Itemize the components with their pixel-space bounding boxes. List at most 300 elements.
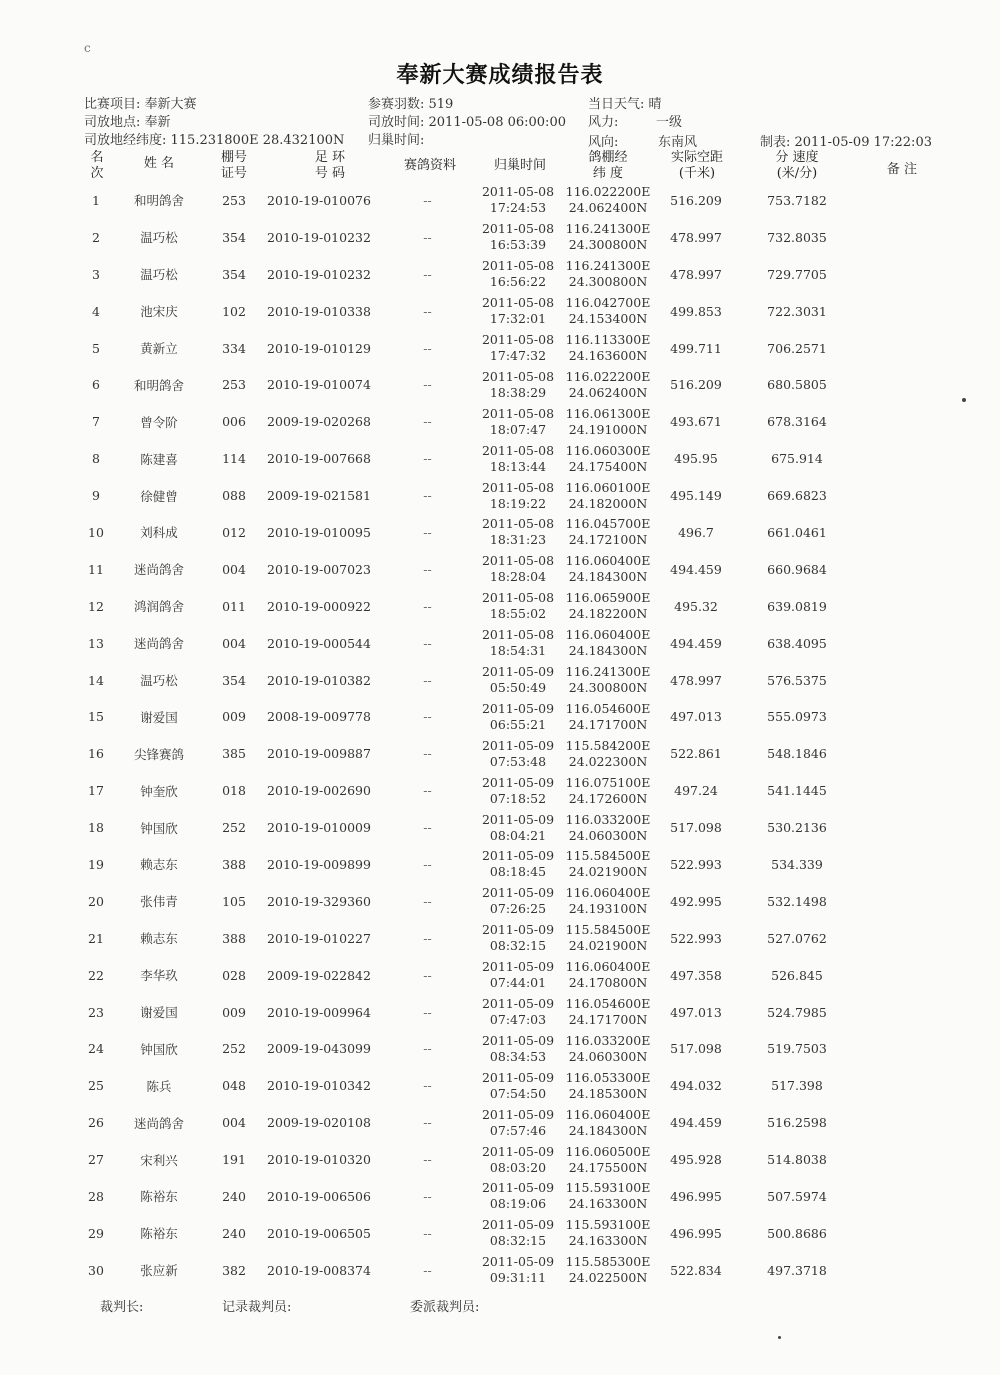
header-name: 姓 名: [143, 156, 175, 171]
coord-cell-lon: 116.060400E: [565, 959, 651, 975]
pigeon-data-cell: --: [423, 229, 432, 245]
return-time-cell-date: 2011-05-08: [481, 405, 555, 421]
coord-cell-lat: 24.193100N: [568, 901, 648, 917]
speed-cell: 514.8038: [767, 1152, 827, 1168]
ring-cell: 2010-19-000544: [267, 635, 371, 651]
coord-cell-lon: 116.060400E: [565, 553, 651, 569]
weather: 当日天气: 晴: [588, 97, 662, 112]
loft-cell: 240: [222, 1188, 246, 1204]
pigeon-data-cell: --: [423, 266, 432, 282]
return-time-cell-time: 07:57:46: [489, 1122, 547, 1138]
chief-judge-label: 裁判长:: [100, 1300, 144, 1315]
coord-cell-lat: 24.163300N: [568, 1233, 648, 1249]
distance-cell: 516.209: [670, 377, 722, 393]
return-time-cell-time: 08:34:53: [489, 1048, 547, 1064]
name-cell: 尖锋赛鸽: [133, 746, 184, 762]
distance-cell: 516.209: [670, 192, 722, 208]
pigeon-data-cell: --: [423, 561, 432, 577]
loft-cell: 006: [222, 414, 246, 430]
coord-cell: [562, 1141, 654, 1178]
rank-cell: 2: [92, 229, 100, 245]
coord-cell-lon: 115.584500E: [565, 848, 651, 864]
return-time-cell: [468, 1104, 568, 1141]
return-time-cell-date: 2011-05-08: [481, 516, 555, 532]
return-time-cell-time: 16:53:39: [489, 237, 547, 253]
distance-cell: 522.993: [670, 930, 722, 946]
results-table: [0, 182, 1000, 1289]
rank-cell: 28: [88, 1188, 104, 1204]
return-time-cell: [468, 1215, 568, 1252]
speed-cell: 722.3031: [767, 303, 827, 319]
table-row: [0, 625, 1000, 662]
return-time-cell-date: 2011-05-09: [481, 922, 555, 938]
speed-cell: 680.5805: [767, 377, 827, 393]
return-time-cell-time: 18:55:02: [489, 606, 547, 622]
ring-cell: 2008-19-009778: [267, 709, 371, 725]
speed-cell: 530.2136: [767, 820, 827, 836]
coord-cell-lon: 115.584500E: [565, 922, 651, 938]
speed-cell: 678.3164: [767, 414, 827, 430]
table-row: [0, 1178, 1000, 1215]
pigeon-data-cell: --: [423, 746, 432, 762]
ring-cell: 2010-19-007668: [267, 451, 371, 467]
loft-cell: 102: [222, 303, 246, 319]
name-cell: 曾令阶: [140, 414, 178, 430]
distance-cell: 517.098: [670, 1041, 722, 1057]
table-row: [0, 588, 1000, 625]
ring-cell: 2010-19-010009: [267, 820, 371, 836]
made-time: 制表: 2011-05-09 17:22:03: [760, 135, 932, 150]
pigeon-data-cell: --: [423, 893, 432, 909]
coord-cell: [562, 735, 654, 772]
rank-cell: 30: [88, 1262, 104, 1278]
coord-cell-lon: 116.054600E: [565, 700, 651, 716]
rank-cell: 12: [88, 598, 104, 614]
speed-cell: 660.9684: [767, 561, 827, 577]
return-time-cell-time: 18:19:22: [489, 495, 547, 511]
loft-cell: 334: [222, 340, 246, 356]
return-time-cell-time: 07:54:50: [489, 1085, 547, 1101]
coord-cell-lat: 24.170800N: [568, 975, 648, 991]
return-time-cell-time: 07:53:48: [489, 753, 547, 769]
corner-mark: c: [84, 41, 91, 55]
coord-cell-lon: 116.113300E: [565, 332, 651, 347]
speed-cell: 661.0461: [767, 524, 827, 540]
return-time-cell-time: 08:32:15: [489, 938, 547, 954]
coord-cell-lon: 116.060400E: [565, 627, 651, 643]
distance-cell: 478.997: [670, 672, 722, 688]
coord-cell: [562, 588, 654, 625]
rank-cell: 4: [92, 303, 100, 319]
ring-cell: 2010-19-010074: [267, 377, 371, 393]
return-time-cell: [468, 1141, 568, 1178]
return-time-cell-date: 2011-05-09: [481, 996, 555, 1012]
ring-cell: 2010-19-002690: [267, 783, 371, 799]
return-time-cell-date: 2011-05-08: [481, 184, 555, 200]
loft-cell: 009: [222, 1004, 246, 1020]
return-time-cell-date: 2011-05-08: [481, 368, 555, 384]
name-cell: 池宋庆: [140, 304, 178, 320]
coord-cell-lat: 24.022300N: [568, 753, 648, 769]
name-cell: 赖志东: [140, 931, 178, 947]
header-ring: 足 环 号 码: [314, 150, 346, 181]
return-time-cell: [468, 403, 568, 440]
coord-cell: [562, 772, 654, 809]
return-time-cell-time: 16:56:22: [489, 274, 547, 290]
name-cell: 迷尚鸽舍: [133, 1115, 184, 1131]
pigeon-data-cell: --: [423, 414, 432, 430]
entry-count: 参赛羽数: 519: [368, 97, 454, 112]
ring-cell: 2010-19-329360: [267, 893, 371, 909]
table-row: [0, 256, 1000, 293]
ring-cell: 2009-19-022842: [267, 967, 371, 983]
rank-cell: 9: [92, 488, 100, 504]
rank-cell: 14: [88, 672, 104, 688]
speed-cell: 548.1846: [767, 746, 827, 762]
table-row: [0, 883, 1000, 920]
return-time-cell: [468, 219, 568, 256]
return-time-cell: [468, 588, 568, 625]
return-time-cell-date: 2011-05-09: [481, 1106, 555, 1122]
return-time-cell: [468, 662, 568, 699]
distance-cell: 517.098: [670, 820, 722, 836]
coord-cell: [562, 182, 654, 219]
speed-cell: 519.7503: [767, 1041, 827, 1057]
return-time-cell: [468, 883, 568, 920]
coord-cell-lon: 115.593100E: [565, 1180, 651, 1196]
rank-cell: 16: [88, 746, 104, 762]
table-row: [0, 1030, 1000, 1067]
ring-cell: 2010-19-009964: [267, 1004, 371, 1020]
table-row: [0, 1252, 1000, 1289]
coord-cell-lat: 24.172100N: [568, 532, 648, 548]
delegate-judge-label: 委派裁判员:: [410, 1300, 480, 1315]
ring-cell: 2010-19-010320: [267, 1152, 371, 1168]
ring-cell: 2010-19-007023: [267, 561, 371, 577]
coord-cell: [562, 994, 654, 1031]
pigeon-data-cell: --: [423, 930, 432, 946]
return-time-cell-date: 2011-05-08: [481, 332, 555, 347]
pigeon-data-cell: --: [423, 1004, 432, 1020]
table-row: [0, 403, 1000, 440]
table-row: [0, 219, 1000, 256]
return-time-cell: [468, 1067, 568, 1104]
rank-cell: 3: [92, 266, 100, 282]
loft-cell: 382: [222, 1262, 246, 1278]
ring-cell: 2010-19-010076: [267, 192, 371, 208]
loft-cell: 012: [222, 524, 246, 540]
return-time-cell: [468, 957, 568, 994]
return-time-cell-time: 05:50:49: [489, 680, 547, 696]
table-row: [0, 772, 1000, 809]
release-coordinates: 司放地经纬度: 115.231800E 28.432100N: [84, 133, 345, 148]
coord-cell-lon: 116.060400E: [565, 885, 651, 901]
header-loft: 棚号 证号: [220, 150, 247, 181]
return-time-cell-date: 2011-05-08: [481, 442, 555, 458]
return-time-cell: [468, 735, 568, 772]
name-cell: 徐健曾: [140, 488, 178, 504]
pigeon-data-cell: --: [423, 377, 432, 393]
ring-cell: 2009-19-020108: [267, 1115, 371, 1131]
coord-cell-lon: 116.060300E: [565, 442, 651, 458]
coord-cell: [562, 1178, 654, 1215]
loft-cell: 004: [222, 561, 246, 577]
ring-cell: 2010-19-010129: [267, 340, 371, 356]
coord-cell-lat: 24.062400N: [568, 200, 648, 216]
return-time-cell-time: 17:47:32: [489, 348, 547, 363]
coord-cell-lat: 24.184300N: [568, 643, 648, 659]
coord-cell: [562, 625, 654, 662]
loft-cell: 191: [222, 1152, 246, 1168]
header-pigeon-data: 赛鸽资料: [403, 158, 456, 173]
rank-cell: 25: [88, 1078, 104, 1094]
speed-cell: 541.1445: [767, 783, 827, 799]
rank-cell: 17: [88, 783, 104, 799]
return-time-cell-date: 2011-05-09: [481, 1069, 555, 1085]
name-cell: 和明鸽舍: [133, 377, 184, 393]
coord-cell-lat: 24.300800N: [568, 680, 648, 696]
speed-cell: 516.2598: [767, 1115, 827, 1131]
ring-cell: 2009-19-021581: [267, 488, 371, 504]
rank-cell: 6: [92, 377, 100, 393]
name-cell: 赖志东: [140, 857, 178, 873]
return-time-cell: [468, 994, 568, 1031]
coord-cell: [562, 1215, 654, 1252]
pigeon-data-cell: --: [423, 303, 432, 319]
return-time-cell-date: 2011-05-09: [481, 774, 555, 790]
name-cell: 钟国欣: [140, 820, 178, 836]
name-cell: 张应新: [140, 1263, 178, 1279]
pigeon-data-cell: --: [423, 820, 432, 836]
distance-cell: 478.997: [670, 229, 722, 245]
return-time-cell: [468, 846, 568, 883]
rank-cell: 21: [88, 930, 104, 946]
distance-cell: 496.995: [670, 1188, 722, 1204]
coord-cell: [562, 366, 654, 403]
table-row: [0, 1215, 1000, 1252]
coord-cell-lon: 116.241300E: [565, 221, 651, 237]
return-time-cell-time: 07:47:03: [489, 1012, 547, 1028]
name-cell: 陈裕东: [140, 1226, 178, 1242]
coord-cell-lon: 116.053300E: [565, 1069, 651, 1085]
pigeon-data-cell: --: [423, 1225, 432, 1241]
name-cell: 陈裕东: [140, 1189, 178, 1205]
ring-cell: 2010-19-008374: [267, 1262, 371, 1278]
name-cell: 和明鸽舍: [133, 193, 184, 209]
coord-cell: [562, 920, 654, 957]
return-time-cell-time: 09:31:11: [489, 1270, 547, 1286]
coord-cell-lon: 116.241300E: [565, 664, 651, 680]
loft-cell: 354: [222, 672, 246, 688]
ring-cell: 2010-19-009899: [267, 856, 371, 872]
loft-cell: 240: [222, 1225, 246, 1241]
return-time-cell-date: 2011-05-09: [481, 1032, 555, 1048]
rank-cell: 5: [92, 340, 100, 356]
speed-cell: 524.7985: [767, 1004, 827, 1020]
scan-speck: [962, 398, 966, 402]
coord-cell-lat: 24.300800N: [568, 274, 648, 290]
pigeon-data-cell: --: [423, 524, 432, 540]
coord-cell-lat: 24.060300N: [568, 1048, 648, 1064]
coord-cell-lat: 24.171700N: [568, 716, 648, 732]
return-time-cell-time: 08:18:45: [489, 864, 547, 880]
coord-cell-lon: 116.065900E: [565, 590, 651, 606]
return-time-cell: [468, 256, 568, 293]
return-time-cell: [468, 182, 568, 219]
pigeon-data-cell: --: [423, 1188, 432, 1204]
coord-cell-lat: 24.021900N: [568, 938, 648, 954]
return-time-cell: [468, 1030, 568, 1067]
coord-cell-lat: 24.185300N: [568, 1085, 648, 1101]
loft-cell: 004: [222, 635, 246, 651]
name-cell: 鸿润鸽舍: [133, 599, 184, 615]
coord-cell: [562, 662, 654, 699]
distance-cell: 522.834: [670, 1262, 722, 1278]
table-row: [0, 994, 1000, 1031]
ring-cell: 2010-19-010382: [267, 672, 371, 688]
rank-cell: 18: [88, 820, 104, 836]
pigeon-data-cell: --: [423, 635, 432, 651]
coord-cell-lon: 116.060400E: [565, 1106, 651, 1122]
coord-cell-lon: 116.033200E: [565, 1032, 651, 1048]
coord-cell: [562, 1067, 654, 1104]
wind-direction: 东南风: [658, 135, 698, 150]
rank-cell: 10: [88, 524, 104, 540]
table-row: [0, 330, 1000, 367]
distance-cell: 494.459: [670, 635, 722, 651]
speed-cell: 732.8035: [767, 229, 827, 245]
loft-cell: 253: [222, 377, 246, 393]
speed-cell: 706.2571: [767, 340, 827, 356]
coord-cell: [562, 809, 654, 846]
coord-cell: [562, 1104, 654, 1141]
pigeon-data-cell: --: [423, 672, 432, 688]
table-row: [0, 1067, 1000, 1104]
distance-cell: 497.013: [670, 1004, 722, 1020]
return-time-cell: [468, 330, 568, 367]
table-row: [0, 514, 1000, 551]
pigeon-data-cell: --: [423, 783, 432, 799]
header-remark: 备 注: [886, 162, 918, 177]
return-time-cell-time: 08:04:21: [489, 827, 547, 843]
distance-cell: 494.459: [670, 561, 722, 577]
name-cell: 李华玖: [140, 968, 178, 984]
return-time-cell-time: 07:18:52: [489, 790, 547, 806]
coord-cell-lat: 24.163600N: [568, 348, 648, 363]
distance-cell: 496.7: [678, 524, 714, 540]
name-cell: 迷尚鸽舍: [133, 636, 184, 652]
ring-cell: 2010-19-010095: [267, 524, 371, 540]
return-time-cell-time: 08:19:06: [489, 1196, 547, 1212]
speed-cell: 500.8686: [767, 1225, 827, 1241]
coord-cell-lat: 24.182200N: [568, 606, 648, 622]
return-time-cell: [468, 920, 568, 957]
release-place: 司放地点: 奉新: [84, 115, 171, 130]
ring-cell: 2009-19-043099: [267, 1041, 371, 1057]
name-cell: 谢爱国: [140, 1005, 178, 1021]
page-title: 奉新大赛成绩报告表: [396, 62, 604, 88]
coord-cell: [562, 883, 654, 920]
return-time-cell-time: 18:54:31: [489, 643, 547, 659]
return-time-cell-date: 2011-05-09: [481, 700, 555, 716]
return-time-cell: [468, 809, 568, 846]
return-time-cell-date: 2011-05-09: [481, 959, 555, 975]
coord-cell: [562, 1030, 654, 1067]
speed-cell: 753.7182: [767, 192, 827, 208]
loft-cell: 105: [222, 893, 246, 909]
return-time-cell-time: 07:26:25: [489, 901, 547, 917]
rank-cell: 23: [88, 1004, 104, 1020]
distance-cell: 497.358: [670, 967, 722, 983]
coord-cell-lon: 115.584200E: [565, 737, 651, 753]
return-time-cell: [468, 772, 568, 809]
return-time-cell: [468, 551, 568, 588]
return-time-cell-date: 2011-05-08: [481, 258, 555, 274]
speed-cell: 669.6823: [767, 488, 827, 504]
return-time-cell-date: 2011-05-09: [481, 811, 555, 827]
name-cell: 钟国欣: [140, 1041, 178, 1057]
coord-cell-lat: 24.060300N: [568, 827, 648, 843]
table-row: [0, 662, 1000, 699]
coord-cell: [562, 293, 654, 330]
coord-cell: [562, 698, 654, 735]
distance-cell: 495.928: [670, 1152, 722, 1168]
rank-cell: 22: [88, 967, 104, 983]
return-time-cell-date: 2011-05-09: [481, 1143, 555, 1159]
pigeon-data-cell: --: [423, 1078, 432, 1094]
loft-cell: 009: [222, 709, 246, 725]
coord-cell: [562, 514, 654, 551]
distance-cell: 495.95: [674, 451, 718, 467]
pigeon-data-cell: --: [423, 488, 432, 504]
distance-cell: 499.711: [670, 340, 722, 356]
table-row: [0, 293, 1000, 330]
distance-cell: 497.013: [670, 709, 722, 725]
coord-cell: [562, 219, 654, 256]
return-time-cell-time: 17:24:53: [489, 200, 547, 216]
speed-cell: 555.0973: [767, 709, 827, 725]
speed-cell: 639.0819: [767, 598, 827, 614]
ring-cell: 2009-19-020268: [267, 414, 371, 430]
speed-cell: 534.339: [771, 856, 823, 872]
ring-cell: 2010-19-006506: [267, 1188, 371, 1204]
coord-cell-lon: 116.060100E: [565, 479, 651, 495]
event-name: 比赛项目: 奉新大赛: [84, 97, 197, 112]
loft-cell: 252: [222, 820, 246, 836]
coord-cell-lat: 24.191000N: [568, 421, 648, 437]
return-time-cell-date: 2011-05-08: [481, 553, 555, 569]
distance-cell: 492.995: [670, 893, 722, 909]
coord-cell-lon: 116.033200E: [565, 811, 651, 827]
coord-cell: [562, 256, 654, 293]
loft-cell: 354: [222, 229, 246, 245]
rank-cell: 26: [88, 1115, 104, 1131]
return-time-cell-date: 2011-05-09: [481, 1254, 555, 1270]
ring-cell: 2010-19-000922: [267, 598, 371, 614]
pigeon-data-cell: --: [423, 967, 432, 983]
name-cell: 陈兵: [146, 1078, 172, 1094]
return-time-cell-date: 2011-05-08: [481, 221, 555, 237]
name-cell: 张伟青: [140, 894, 178, 910]
loft-cell: 253: [222, 192, 246, 208]
return-time-label: 归巢时间:: [368, 133, 425, 148]
pigeon-data-cell: --: [423, 340, 432, 356]
distance-cell: 522.993: [670, 856, 722, 872]
coord-cell: [562, 440, 654, 477]
distance-cell: 494.032: [670, 1078, 722, 1094]
return-time-cell: [468, 698, 568, 735]
pigeon-data-cell: --: [423, 192, 432, 208]
